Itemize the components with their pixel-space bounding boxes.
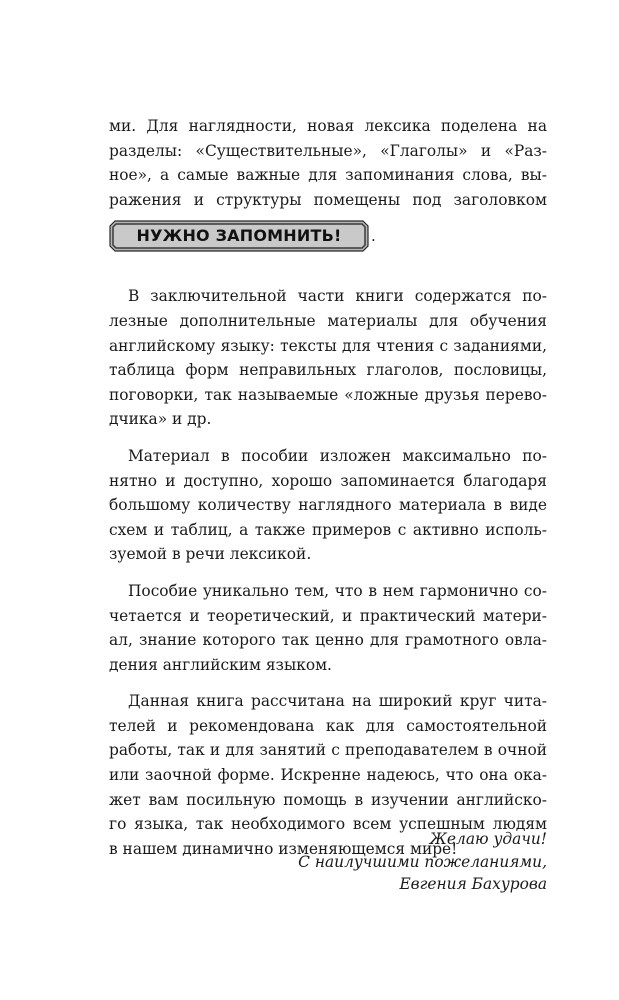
text-line: поговорки, так называемые «ложные друзья перево- (109, 385, 547, 404)
paragraph (109, 444, 547, 567)
signature-wish: Желаю удачи! (429, 830, 547, 848)
text-line: таблица форм неправильных глаголов, пословицы, (109, 361, 547, 380)
signature-block (298, 828, 547, 896)
text-line: схем и таблиц, а также примеров с активно исполь- (109, 520, 547, 539)
text-line: зуемой в речи лексикой. (109, 545, 312, 564)
intro-paragraph (109, 114, 547, 212)
text-line: в нашем динамично изменяющемся мире! (109, 839, 458, 858)
signature-author: Евгения Бахурова (399, 875, 547, 894)
paragraph (109, 284, 547, 432)
text-line: ал, знание которого так ценно для грамотного овла- (109, 631, 547, 650)
text-line: Пособие уникально тем, что в нем гармонично со- (128, 581, 547, 600)
page-body (109, 114, 547, 873)
text-line: четается и теоретический, и практический матери- (109, 606, 547, 625)
text-line: английскому языку: тексты для чтения с заданиями, (109, 336, 547, 355)
text-line: дения английским языком. (109, 655, 332, 674)
callout-period: . (371, 227, 376, 246)
remember-callout (109, 220, 369, 252)
text-line: жет вам посильную помощь в изучении английско- (109, 790, 547, 809)
text-line: Материал в пособии изложен максимально по- (128, 446, 547, 465)
text-line: лезные дополнительные материалы для обучения (109, 311, 547, 330)
text-line: разделы: «Существительные», «Глаголы» и «Раз- (109, 141, 547, 160)
text-line: го языка, так необходимого всем успешным людям (109, 815, 547, 834)
text-line: Данная книга рассчитана на широкий круг чита- (128, 692, 547, 711)
text-line: ное», а самые важные для запоминания слова, вы- (109, 166, 547, 185)
text-line: ражения и структуры помещены под заголовком (109, 190, 547, 209)
text-line: В заключительной части книги содержатся по- (128, 287, 547, 306)
text-line: телей и рекомендована как для самостоятельной (109, 716, 547, 735)
text-line: работы, так и для занятий с преподавателем в очной (109, 741, 547, 760)
text-line: дчика» и др. (109, 410, 212, 429)
callout-label: НУЖНО ЗАПОМНИТЬ! (136, 226, 342, 246)
paragraph (109, 579, 547, 677)
text-line: ми. Для наглядности, новая лексика поделена на (109, 117, 547, 135)
text-line: большому количеству наглядного материала в виде (109, 496, 547, 515)
signature-regards: С наилучшими пожеланиями, (298, 852, 547, 871)
callout-row (109, 220, 547, 280)
text-line: или заочной форме. Искренне надеюсь, что она ока- (109, 766, 547, 785)
text-line: нятно и доступно, хорошо запоминается благодаря (109, 471, 547, 490)
